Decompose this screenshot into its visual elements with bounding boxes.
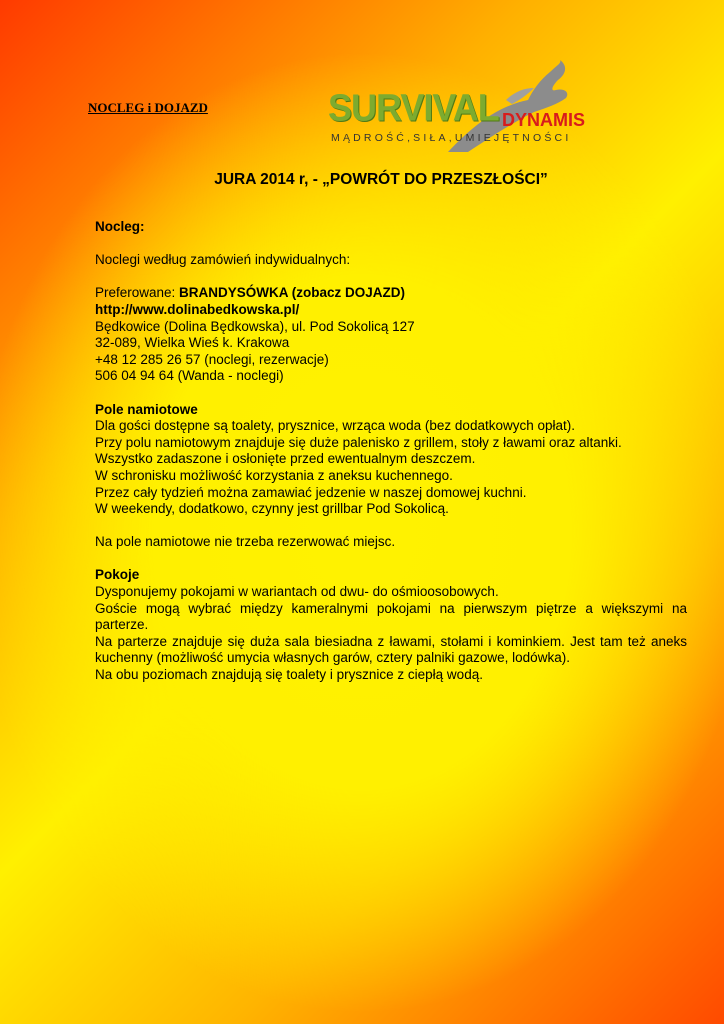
page-title: JURA 2014 r, - „POWRÓT DO PRZESZŁOŚCI” xyxy=(214,171,548,188)
website-link[interactable]: http://www.dolinabedkowska.pl/ xyxy=(95,301,300,317)
address-line: 32-089, Wielka Wieś k. Krakowa xyxy=(95,335,290,351)
pole-heading: Pole namiotowe xyxy=(95,401,198,417)
pole-line: W schronisku możliwość korzystania z aneksu kuchennego. xyxy=(95,467,453,483)
pole-line: Wszystko zadaszone i osłonięte przed ewentualnym deszczem. xyxy=(95,451,476,467)
logo-survival-text: SURVIVAL xyxy=(328,85,499,129)
logo-tagline: MĄDROŚĆ,SIŁA,UMIEJĘTNOŚCI xyxy=(331,132,572,144)
survival-dynamis-logo xyxy=(328,60,604,152)
nocleg-dojazd-link[interactable]: NOCLEG i DOJAZD xyxy=(88,100,208,115)
nocleg-intro: Noclegi według zamówień indywidualnych: xyxy=(95,252,351,268)
pole-note: Na pole namiotowe nie trzeba rezerwować miejsc. xyxy=(95,534,396,550)
pole-line: Dla gości dostępne są toalety, prysznice, wrząca woda (bez dodatkowych opłat). xyxy=(95,418,575,434)
document-body xyxy=(95,219,687,684)
preferred-line xyxy=(95,285,687,302)
phone-line: 506 04 94 64 (Wanda - noclegi) xyxy=(95,368,284,384)
nocleg-heading: Nocleg: xyxy=(95,219,145,234)
pokoje-heading: Pokoje xyxy=(95,567,140,583)
pokoje-paragraph: Na parterze znajduje się duża sala biesiadna z ławami, stołami i kominkiem. Jest tam też aneks kuchenny (możliwość umycia własnych garów, cztery palniki gazowe, lodówka). xyxy=(95,633,687,666)
pokoje-paragraph: Goście mogą wybrać między kameralnymi pokojami na pierwszym piętrze a większymi na parterze. xyxy=(95,600,687,633)
pokoje-line: Dysponujemy pokojami w wariantach od dwu- do ośmioosobowych. xyxy=(95,584,499,600)
pokoje-line: Na obu poziomach znajdują się toalety i prysznice z ciepłą wodą. xyxy=(95,667,483,683)
preferred-value: BRANDYSÓWKA (zobacz DOJAZD) xyxy=(179,285,406,301)
pole-line: Przez cały tydzień można zamawiać jedzenie w naszej domowej kuchni. xyxy=(95,484,527,500)
pole-line: Przy polu namiotowym znajduje się duże palenisko z grillem, stoły z ławami oraz altanki. xyxy=(95,434,622,450)
logo-dynamis-text: DYNAMIS xyxy=(502,110,586,130)
phone-line: +48 12 285 26 57 (noclegi, rezerwacje) xyxy=(95,351,329,367)
preferred-label: Preferowane: xyxy=(95,285,180,301)
pole-line: W weekendy, dodatkowo, czynny jest grillbar Pod Sokolicą. xyxy=(95,501,449,517)
address-line: Będkowice (Dolina Będkowska), ul. Pod Sokolicą 127 xyxy=(95,318,415,334)
